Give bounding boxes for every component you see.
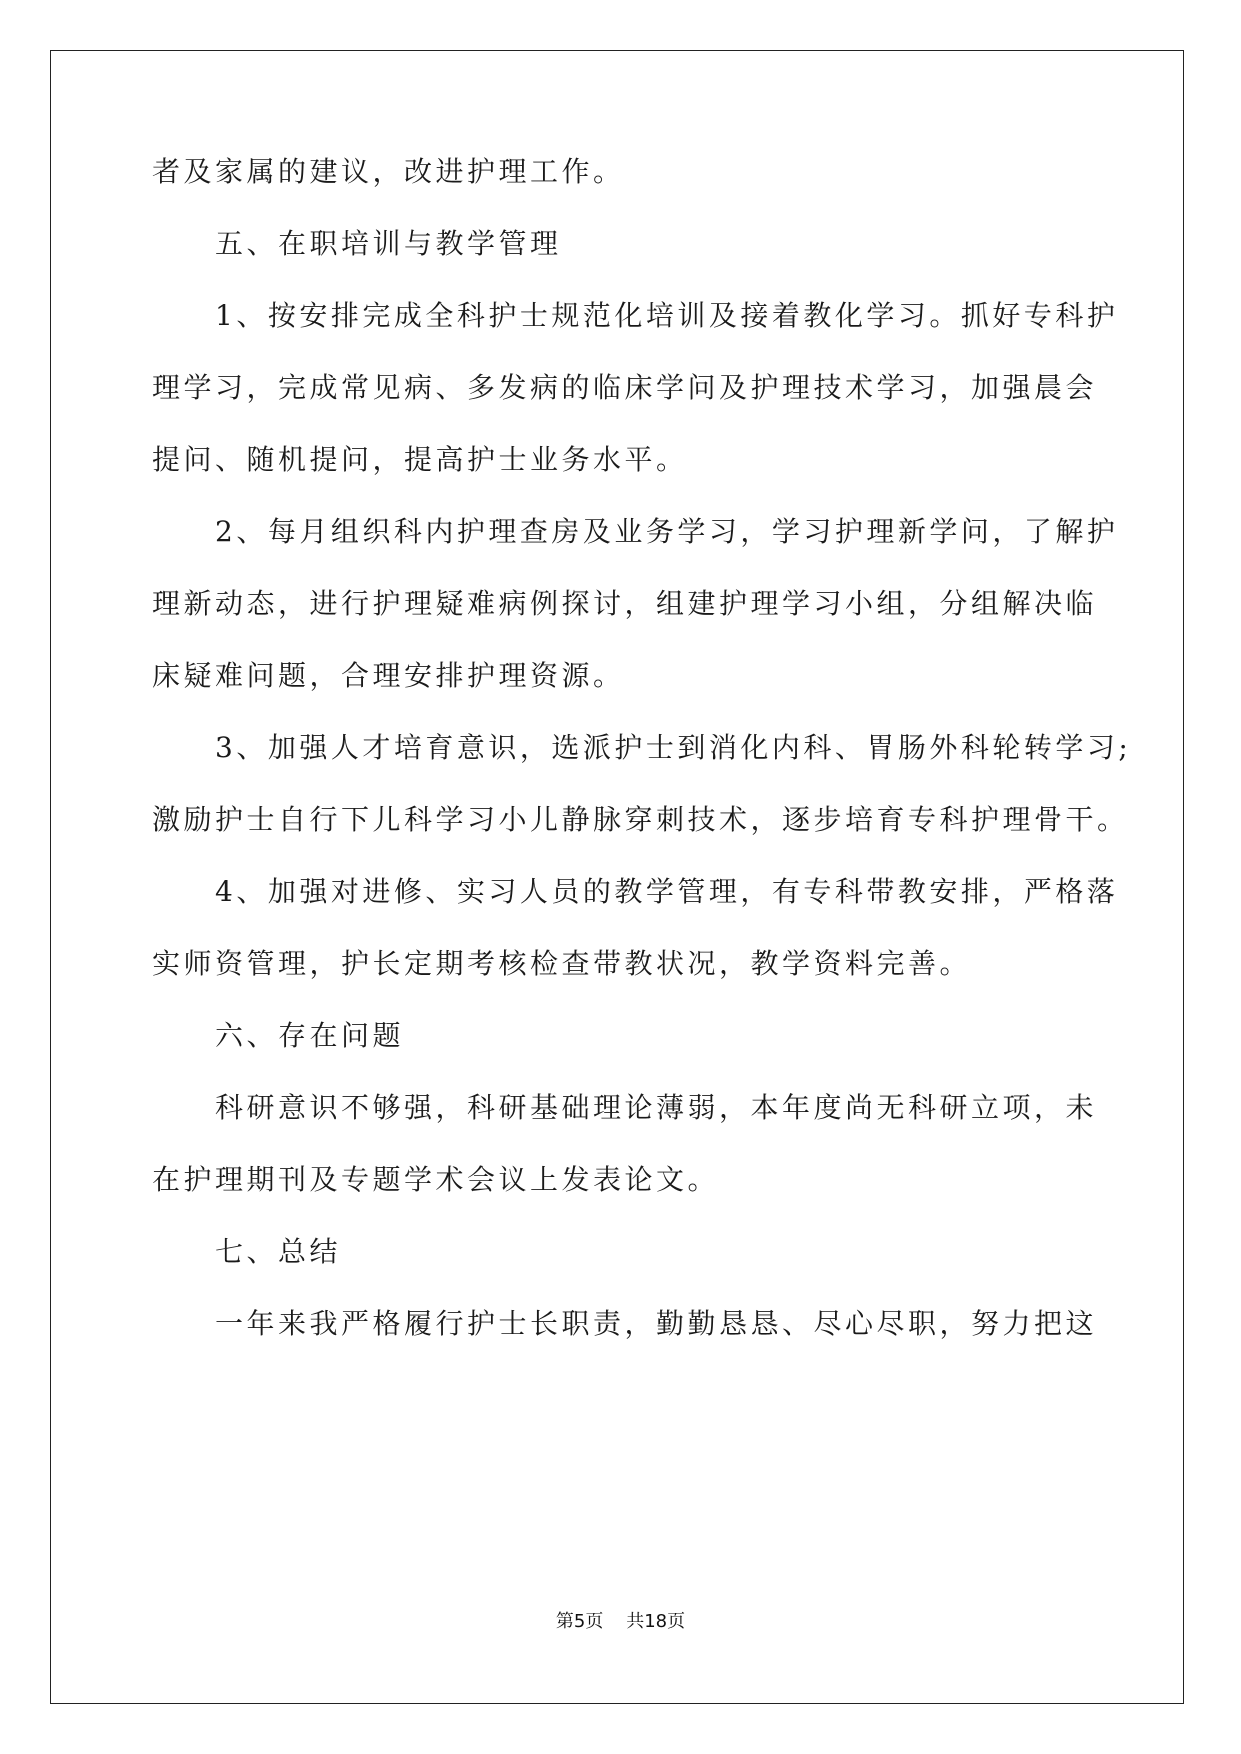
page-number: 5 — [573, 1611, 586, 1632]
text-line: 激励护士自行下儿科学习小儿静脉穿刺技术，逐步培育专科护理骨干。 — [152, 803, 1129, 836]
total-prefix: 共 — [626, 1611, 645, 1632]
text-line: 提问、随机提问，提高护士业务水平。 — [152, 443, 688, 476]
text-line: 实师资管理，护长定期考核检查带教状况，教学资料完善。 — [152, 947, 972, 980]
text-line: 3、加强人才培育意识，选派护士到消化内科、胃肠外科轮转学习; — [152, 731, 1132, 764]
text-line: 在护理期刊及专题学术会议上发表论文。 — [152, 1163, 720, 1196]
text-line: 科研意识不够强，科研基础理论薄弱，本年度尚无科研立项，未 — [152, 1091, 1098, 1124]
text-line: 者及家属的建议，改进护理工作。 — [152, 155, 625, 188]
section-heading: 五、在职培训与教学管理 — [152, 227, 562, 260]
text-line: 2、每月组织科内护理查房及业务学习，学习护理新学问，了解护 — [152, 515, 1119, 548]
page-footer — [0, 1610, 1241, 1634]
text-line: 床疑难问题，合理安排护理资源。 — [152, 659, 625, 692]
text-line: 理学习，完成常见病、多发病的临床学问及护理技术学习，加强晨会 — [152, 371, 1098, 404]
text-line: 一年来我严格履行护士长职责，勤勤恳恳、尽心尽职，努力把这 — [152, 1307, 1098, 1340]
page-suffix: 页 — [585, 1611, 604, 1632]
section-heading: 七、总结 — [152, 1235, 342, 1268]
text-line: 理新动态，进行护理疑难病例探讨，组建护理学习小组，分组解决临 — [152, 587, 1098, 620]
text-line: 4、加强对进修、实习人员的教学管理，有专科带教安排，严格落 — [152, 875, 1119, 908]
text-line: 1、按安排完成全科护士规范化培训及接着教化学习。抓好专科护 — [152, 299, 1119, 332]
section-heading: 六、存在问题 — [152, 1019, 405, 1052]
total-pages: 18 — [644, 1611, 668, 1632]
total-suffix: 页 — [667, 1611, 686, 1632]
page-prefix: 第 — [555, 1611, 574, 1632]
